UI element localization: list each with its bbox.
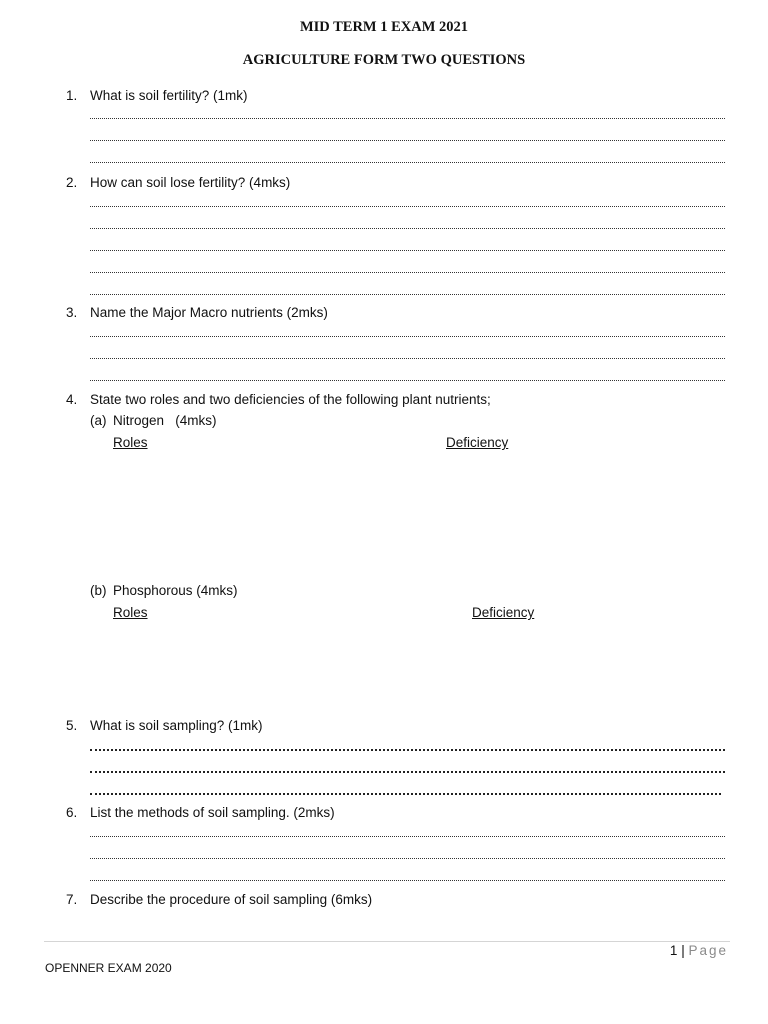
answer-line [90, 336, 725, 337]
question-text: Name the Major Macro nutrients (2mks) [90, 305, 328, 320]
answer-line [90, 294, 725, 295]
answer-line [90, 858, 725, 859]
roles-heading: Roles [113, 435, 148, 450]
question-number: 4. [66, 392, 78, 407]
part-text: Nitrogen (4mks) [113, 413, 217, 428]
page-number [670, 943, 728, 958]
exam-title: MID TERM 1 EXAM 2021 [299, 19, 469, 35]
deficiency-heading: Deficiency [446, 435, 509, 450]
question-number: 1. [66, 88, 78, 103]
answer-line [90, 771, 725, 773]
question-text: How can soil lose fertility? (4mks) [90, 175, 291, 190]
roles-heading: Roles [113, 605, 148, 620]
answer-line [90, 358, 725, 359]
page-number-value: 1 [669, 943, 678, 958]
question-number: 6. [66, 805, 78, 820]
question-number: 3. [66, 305, 78, 320]
question-number: 7. [66, 892, 78, 907]
question-text: What is soil fertility? (1mk) [90, 88, 248, 103]
question-text: What is soil sampling? (1mk) [90, 718, 263, 733]
answer-line [90, 880, 725, 881]
question-text: List the methods of soil sampling. (2mks) [90, 805, 335, 820]
answer-line [90, 380, 725, 381]
footer-divider [44, 941, 730, 942]
part-label: (a) [90, 413, 107, 428]
footer-left-text: OPENNER EXAM 2020 [45, 961, 172, 975]
deficiency-heading: Deficiency [472, 605, 535, 620]
answer-line [90, 118, 725, 119]
answer-line [90, 140, 725, 141]
question-number: 5. [66, 718, 78, 733]
answer-line [90, 793, 721, 795]
question-number: 2. [66, 175, 78, 190]
question-text: State two roles and two deficiencies of the following plant nutrients; [90, 392, 491, 407]
part-text: Phosphorous (4mks) [113, 583, 238, 598]
answer-line [90, 836, 725, 837]
exam-subtitle: AGRICULTURE FORM TWO QUESTIONS [242, 52, 526, 68]
answer-line [90, 272, 725, 273]
answer-line [90, 206, 725, 207]
answer-line [90, 228, 725, 229]
answer-line [90, 250, 725, 251]
question-text: Describe the procedure of soil sampling (6mks) [90, 892, 373, 907]
page-label: Page [688, 943, 728, 958]
answer-line [90, 749, 725, 751]
answer-line [90, 162, 725, 163]
part-label: (b) [90, 583, 107, 598]
page-separator: | [681, 943, 685, 958]
